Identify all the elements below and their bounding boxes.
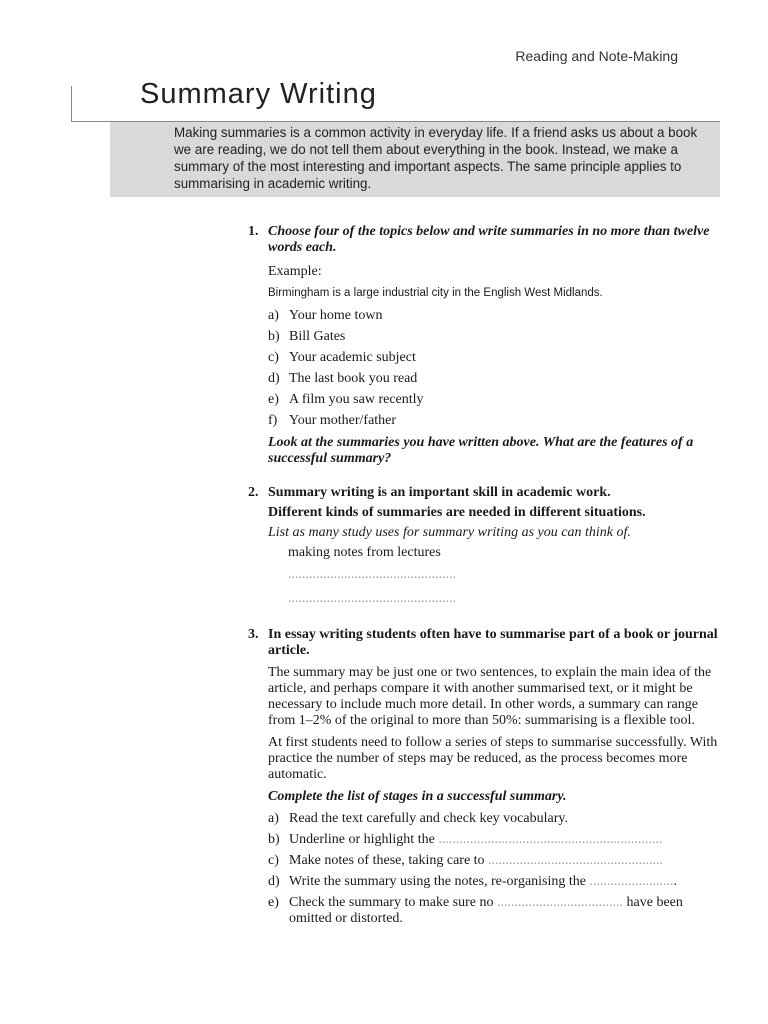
list-item-label: a): [268, 811, 279, 826]
list-item-label: b): [268, 832, 280, 847]
q1-example-text: Birmingham is a large industrial city in the English West Midlands.: [268, 287, 603, 299]
q1-instruction: Choose four of the topics below and write summaries in no more than twelve words each.: [268, 224, 710, 255]
list-item-label: e): [268, 895, 279, 910]
list-item-label: c): [268, 853, 279, 868]
q3-lead: In essay writing students often have to summarise part of a book or journal article.: [268, 627, 718, 658]
list-item: [268, 832, 720, 848]
list-item-label: b): [268, 329, 280, 344]
q2-line-1: Summary writing is an important skill in academic work.: [268, 485, 611, 500]
title-left-rule: [71, 86, 72, 122]
list-item-label: e): [268, 392, 279, 407]
running-header: Reading and Note-Making: [515, 48, 678, 64]
list-item: [268, 308, 720, 324]
list-item-label: c): [268, 350, 279, 365]
fill-in-blank[interactable]: ........................: [589, 874, 674, 889]
fill-in-blank[interactable]: ..................................................: [488, 853, 664, 868]
question-number: 3.: [248, 627, 259, 642]
question-number: 1.: [248, 224, 259, 239]
list-item-label: f): [268, 413, 278, 428]
q1-follow-up: Look at the summaries you have written above. What are the features of a successful summary?: [268, 435, 694, 466]
list-item: [268, 350, 720, 366]
list-item: [268, 371, 720, 387]
q3-paragraph-1: The summary may be just one or two sentences, to explain the main idea of the article, and perhaps compare it with another summarised text, or it might be necessary to include much more detail. In other words, a summary can range from 1–2% of the original to more than 50%: summarising is a flexible tool.: [268, 665, 712, 728]
list-item-text: The last book you read: [289, 371, 418, 386]
list-item-text-after: have been omitted or distorted.: [289, 895, 683, 926]
q1-example-label: Example:: [268, 264, 322, 279]
fill-in-blank[interactable]: ................................................................: [438, 832, 663, 847]
q2-answer-blank[interactable]: ................................................: [288, 567, 456, 582]
question-1: [248, 224, 720, 473]
intro-text: Making summaries is a common activity in everyday life. If a friend asks us about a book we are reading, we do not tell them about everything in the book. Instead, we make a summary of the most interesting and important aspects. The same principle applies to summarising in academic writing.: [174, 125, 698, 191]
list-item: [268, 392, 720, 408]
question-3: [248, 627, 720, 932]
list-item: [268, 413, 720, 429]
list-item: [268, 874, 720, 890]
list-item-text: Write the summary using the notes, re-organising the: [289, 874, 590, 889]
list-item: [268, 329, 720, 345]
list-item-text: Your academic subject: [289, 350, 416, 365]
q3-paragraph-2: At first students need to follow a series of steps to summarise successfully. With practice the number of steps may be reduced, as the process becomes more automatic.: [268, 735, 718, 782]
list-item-text: Check the summary to make sure no: [289, 895, 498, 910]
list-item-text-after: .: [673, 874, 678, 889]
fill-in-blank[interactable]: ....................................: [497, 895, 624, 910]
list-item: [268, 853, 720, 869]
list-item-label: d): [268, 371, 280, 386]
question-2: [248, 485, 720, 613]
list-item-text: Read the text carefully and check key vocabulary.: [289, 811, 568, 826]
q2-line-2: Different kinds of summaries are needed in different situations.: [268, 505, 646, 520]
q2-answer-example: making notes from lectures: [288, 545, 441, 560]
list-item: [268, 811, 720, 827]
question-number: 2.: [248, 485, 259, 500]
list-item-label: a): [268, 308, 279, 323]
list-item-text: Underline or highlight the: [289, 832, 439, 847]
list-item-text: A film you saw recently: [289, 392, 424, 407]
list-item: [268, 895, 720, 927]
list-item-text: Your home town: [289, 308, 383, 323]
list-item-label: d): [268, 874, 280, 889]
list-item-text: Bill Gates: [289, 329, 346, 344]
intro-box: [110, 122, 720, 197]
q2-instruction: List as many study uses for summary writing as you can think of.: [268, 525, 631, 540]
q3-instruction: Complete the list of stages in a successful summary.: [268, 789, 567, 804]
list-item-text: Your mother/father: [289, 413, 397, 428]
q2-answer-blank[interactable]: ................................................: [288, 591, 456, 606]
page-title: Summary Writing: [140, 78, 377, 110]
list-item-text: Make notes of these, taking care to: [289, 853, 489, 868]
